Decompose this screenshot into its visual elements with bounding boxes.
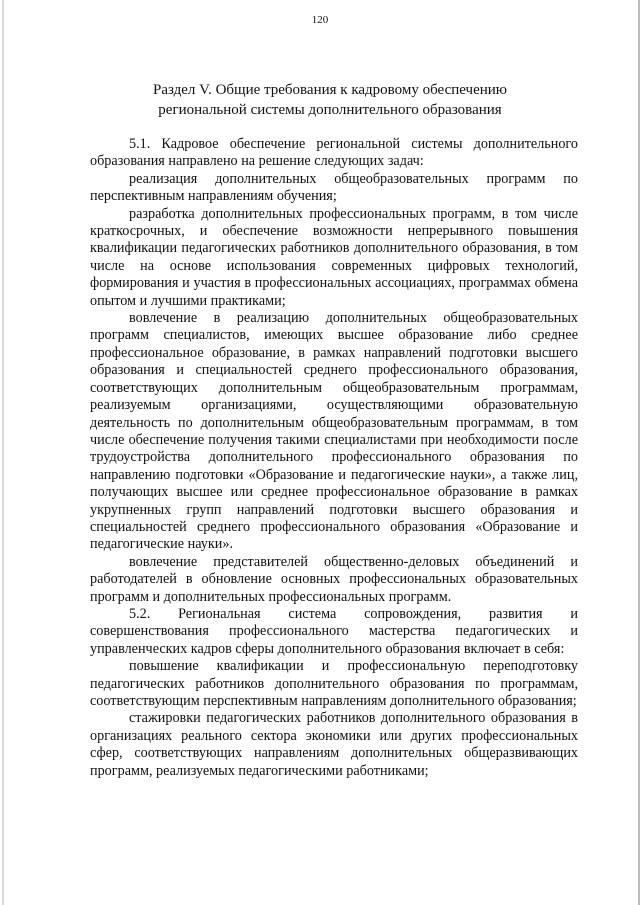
scan-left-edge xyxy=(2,0,4,905)
body-text xyxy=(90,136,578,780)
paragraph-task-1: реализация дополнительных общеобразовательных программ по перспективным направлениям обучения; xyxy=(90,170,578,205)
page-number: 120 xyxy=(311,14,329,26)
section-title xyxy=(90,80,570,120)
paragraph-task-2: разработка дополнительных профессиональных программ, в том числе краткосрочных, и обеспечение возможности непрерывного повышения квалификации педагогических работников дополнительного образования, в том числе на основе использования современных цифровых технологий, формирования и участия в профессиональных ассоциациях, программах обмена опытом и лучшими практиками; xyxy=(90,205,578,309)
paragraph-item-2: стажировки педагогических работников дополнительного образования в организациях реального сектора экономики или других профессиональных сфер, соответствующих направлениям дополнительных общеразвивающих программ, реализуемых педагогическими работниками; xyxy=(90,710,578,779)
paragraph-task-4: вовлечение представителей общественно-деловых объединений и работодателей в обновление основных профессиональных образовательных программ и дополнительных профессиональных программ. xyxy=(90,553,578,605)
paragraph-task-3: вовлечение в реализацию дополнительных общеобразовательных программ специалистов, имеющих высшее образование либо среднее профессиональное образование, в рамках направлений подготовки высшего образования и специальностей среднего профессионального образования, соответствующих дополнительным общеобразовательным программам, реализуемым организациями, осуществляющими образовательную деятельность по дополнительным общеобразовательным программам, в том числе обеспечение получения такими специалистами при необходимости после трудоустройства дополнительного профессионального образования по направлению подготовки «Образование и педагогические науки», а также лиц, получающих высшее или среднее профессиональное образование в рамках укрупненных групп направлений подготовки высшего образования и специальностей среднего профессионального образования «Образование и педагогические науки». xyxy=(90,310,578,553)
paragraph-5-2: 5.2. Региональная система сопровождения, развития и совершенствования профессионального мастерства педагогических и управленческих кадров сферы дополнительного образования включает в себя: xyxy=(90,605,578,657)
paragraph-5-1: 5.1. Кадровое обеспечение региональной системы дополнительного образования направлено на решение следующих задач: xyxy=(90,136,578,170)
section-title-line-2: региональной системы дополнительного образования xyxy=(158,102,502,118)
section-title-line-1: Раздел V. Общие требования к кадровому обеспечению xyxy=(152,82,508,98)
paragraph-item-1: повышение квалификации и профессиональную переподготовку педагогических работников дополнительного образования по программам, соответствующим перспективным направлениям дополнительного образования; xyxy=(90,658,578,709)
